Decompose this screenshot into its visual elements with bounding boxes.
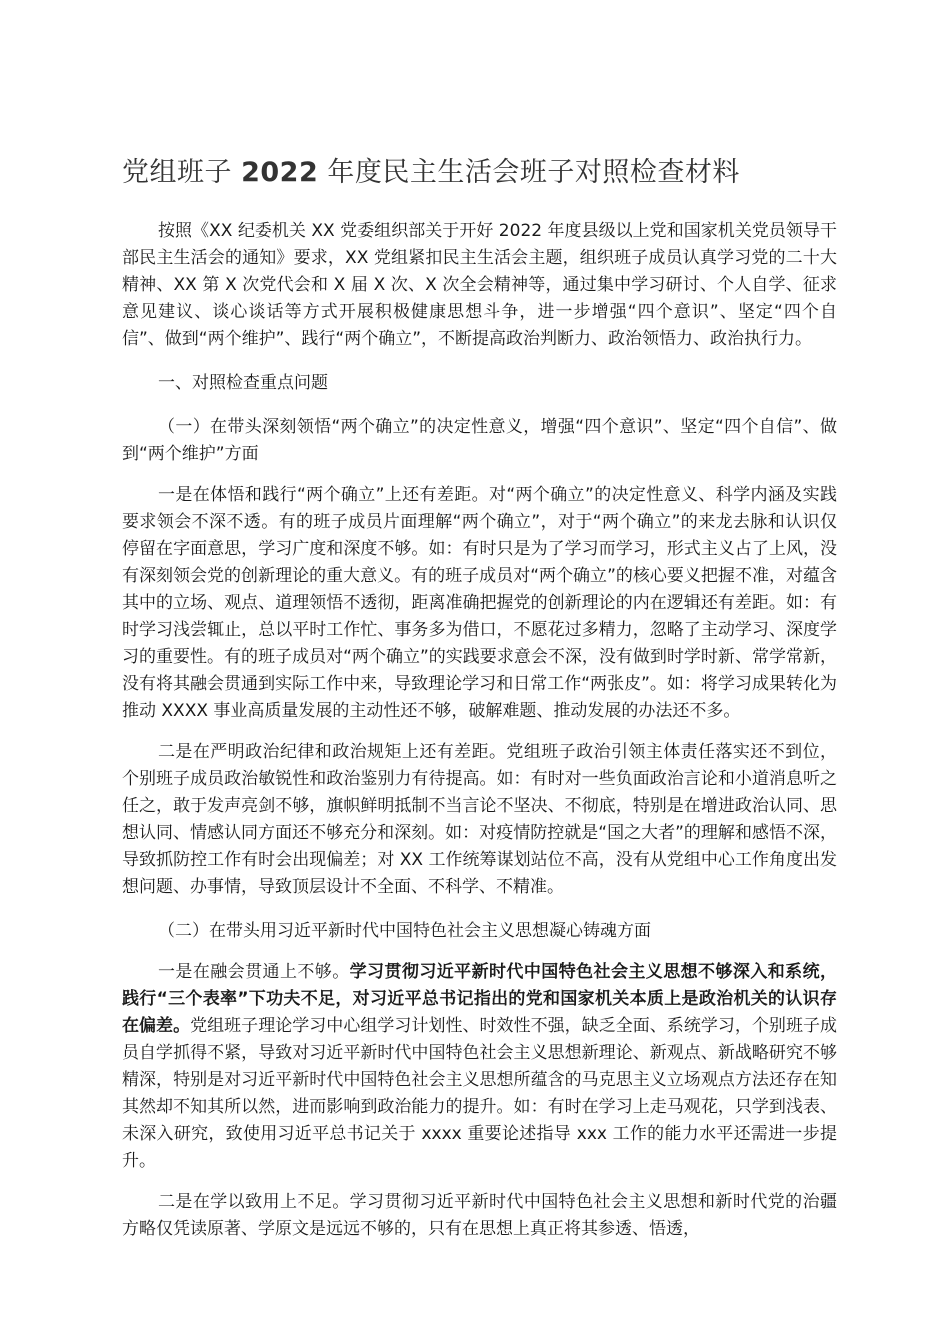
document-title — [122, 150, 837, 196]
paragraph-3-rest: 党组班子理论学习中心组学习计划性、时效性不强，缺乏全面、系统学习，个别班子成员自学抓得不紧，导致对习近平新时代中国特色社会主义思想新理论、新观点、新战略研究不够精深，特别是对习近平新时代中国特色社会主义思想所蕴含的马克思主义立场观点方法还存在知其然却不知其所以然，进而影响到政治能力的提升。如：有时在学习上走马观花，只学到浅表、未深入研究，致使用习近平总书记关于 xxxx 重要论述指导 xxx 工作的能力水平还需进一步提升。 — [122, 1016, 838, 1171]
section-heading-1: 一、对照检查重点问题 — [158, 373, 328, 393]
paragraph-2: 二是在严明政治纪律和政治规矩上还有差距。党组班子政治引领主体责任落实还不到位，个别班子成员政治敏锐性和政治鉴别力有待提高。如：有时对一些负面政治言论和小道消息听之任之，敢于发声亮剑不够，旗帜鲜明抵制不当言论不坚决、不彻底，特别是在增进政治认同、思想认同、情感认同方面还不够充分和深刻。如：对疫情防控就是“国之大者”的理解和感悟不深，导致抓防控工作有时会出现偏差；对 XX 工作统筹谋划站位不高，没有从党组中心工作角度出发想问题、办事情，导致顶层设计不全面、不科学、不精准。 — [122, 742, 837, 897]
paragraph-3 — [122, 959, 837, 1175]
subsection-heading-1: （一）在带头深刻领悟“两个确立”的决定性意义，增强“四个意识”、坚定“四个自信”、做到“两个维护”方面 — [122, 417, 837, 464]
title-suffix: 年度民主生活会班子对照检查材料 — [327, 157, 740, 188]
paragraph-3-lead: 一是在融会贯通上不够。 — [158, 962, 350, 982]
paragraph-1: 一是在体悟和践行“两个确立”上还有差距。对“两个确立”的决定性意义、科学内涵及实践要求领会不深不透。有的班子成员片面理解“两个确立”，对于“两个确立”的来龙去脉和认识仅停留在字面意思，学习广度和深度不够。如：有时只是为了学习而学习，形式主义占了上风，没有深刻领会党的创新理论的重大意义。有的班子成员对“两个确立”的核心要义把握不准，对蕴含其中的立场、观点、道理领悟不透彻，距离准确把握党的创新理论的内在逻辑还有差距。如：有时学习浅尝辄止，总以平时工作忙、事务多为借口，不愿花过多精力，忽略了主动学习、深度学习的重要性。有的班子成员对“两个确立”的实践要求意会不深，没有做到时学时新、常学常新，没有将其融会贯通到实际工作中来，导致理论学习和日常工作“两张皮”。如：将学习成果转化为推动 XXXX 事业高质量发展的主动性还不够，破解难题、推动发展的办法还不多。 — [122, 485, 837, 721]
paragraph-3-emphasis: 学习贯彻习近平新时代中国特色社会主义思想不够深入和系统，践行“三个表率”下功夫不足，对习近平总书记指出的党和国家机关本质上是政治机关的认识存在偏差。 — [122, 962, 838, 1036]
document-page — [122, 150, 837, 1243]
title-prefix: 党组班子 — [122, 157, 232, 188]
subsection-heading-2: （二）在带头用习近平新时代中国特色社会主义思想凝心铸魂方面 — [158, 921, 651, 941]
intro-paragraph: 按照《XX 纪委机关 XX 党委组织部关于开好 2022 年度县级以上党和国家机关党员领导干部民主生活会的通知》要求，XX 党组紧扣民主生活会主题，组织班子成员认真学习党的二十大精神、XX 第 X 次党代会和 X 届 X 次、X 次全会精神等，通过集中学习研讨、个人自学、征求意见建议、谈心谈话等方式开展积极健康思想斗争，进一步增强“四个意识”、坚定“四个自信”、做到“两个维护”、践行“两个确立”，不断提高政治判断力、政治领悟力、政治执行力。 — [122, 221, 837, 349]
paragraph-4: 二是在学以致用上不足。学习贯彻习近平新时代中国特色社会主义思想和新时代党的治疆方略仅凭读原著、学原文是远远不够的，只有在思想上真正将其参透、悟透， — [122, 1192, 837, 1239]
title-year: 2022 — [241, 157, 319, 188]
